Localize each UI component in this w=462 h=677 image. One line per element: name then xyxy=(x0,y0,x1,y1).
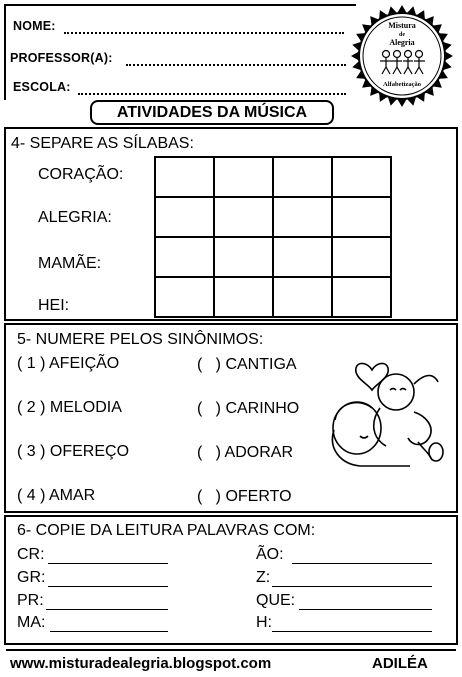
teacher-field[interactable] xyxy=(126,64,346,66)
grid-cell[interactable] xyxy=(214,277,273,317)
copy-line[interactable] xyxy=(48,563,168,564)
grid-cell[interactable] xyxy=(332,157,391,197)
grid-cell[interactable] xyxy=(332,237,391,277)
grid-cell[interactable] xyxy=(273,277,332,317)
synonym-right-3[interactable]: ( ) ADORAR xyxy=(197,444,294,461)
grid-cell[interactable] xyxy=(273,197,332,237)
grid-cell[interactable] xyxy=(155,277,214,317)
page-title: ATIVIDADES DA MÚSICA xyxy=(90,100,334,125)
copy-left-2: GR: xyxy=(17,569,46,586)
hug-illustration xyxy=(320,352,450,470)
word-2: ALEGRIA: xyxy=(38,209,112,226)
grid-cell[interactable] xyxy=(273,237,332,277)
heart-icon xyxy=(356,363,388,390)
section-5-title: 5- NUMERE PELOS SINÔNIMOS: xyxy=(17,331,264,348)
word-3: MAMÃE: xyxy=(38,255,102,272)
copy-line[interactable] xyxy=(50,631,168,632)
logo-text-2: de xyxy=(399,32,405,38)
synonym-right-1[interactable]: ( ) CANTIGA xyxy=(197,356,297,373)
teacher-label: PROFESSOR(A): xyxy=(10,51,113,65)
grid-cell[interactable] xyxy=(332,197,391,237)
copy-line[interactable] xyxy=(48,586,168,587)
copy-line[interactable] xyxy=(272,631,432,632)
grid-cell[interactable] xyxy=(332,277,391,317)
footer-author: ADILÉA xyxy=(372,655,428,672)
copy-right-3: QUE: xyxy=(256,592,296,609)
synonym-left-3: ( 3 ) OFEREÇO xyxy=(17,443,130,460)
copy-left-1: CR: xyxy=(17,546,45,563)
grid-cell[interactable] xyxy=(273,157,332,197)
copy-line[interactable] xyxy=(292,563,432,564)
logo-text-4: Alfabetização xyxy=(383,81,421,88)
grid-cell[interactable] xyxy=(155,157,214,197)
synonym-left-2: ( 2 ) MELODIA xyxy=(17,399,122,416)
copy-right-1: ÃO: xyxy=(256,546,284,563)
copy-line[interactable] xyxy=(46,609,168,610)
grid-cell[interactable] xyxy=(214,237,273,277)
grid-cell[interactable] xyxy=(214,197,273,237)
copy-right-4: H: xyxy=(256,614,272,631)
logo-text-3: Alegria xyxy=(389,38,415,47)
name-label: NOME: xyxy=(13,19,56,33)
word-4: HEI: xyxy=(38,297,70,314)
copy-left-3: PR: xyxy=(17,592,44,609)
copy-left-4: MA: xyxy=(17,614,46,631)
synonym-right-4[interactable]: ( ) OFERTO xyxy=(197,488,292,505)
copy-line[interactable] xyxy=(299,609,432,610)
section-6-title: 6- COPIE DA LEITURA PALAVRAS COM: xyxy=(17,522,316,539)
name-field[interactable] xyxy=(64,32,344,34)
grid-cell[interactable] xyxy=(155,197,214,237)
logo-seal xyxy=(350,4,454,108)
grid-cell[interactable] xyxy=(155,237,214,277)
footer-url: www.misturadealegria.blogspot.com xyxy=(10,655,272,672)
synonym-left-1: ( 1 ) AFEIÇÃO xyxy=(17,355,120,372)
copy-line[interactable] xyxy=(272,586,432,587)
footer xyxy=(6,649,456,677)
section-4-title: 4- SEPARE AS SÍLABAS: xyxy=(11,135,194,152)
logo-text-1: Mistura xyxy=(388,21,416,30)
school-label: ESCOLA: xyxy=(13,80,71,94)
grid-cell[interactable] xyxy=(214,157,273,197)
syllable-grid xyxy=(154,156,392,318)
school-field[interactable] xyxy=(78,93,346,95)
copy-right-2: Z: xyxy=(256,569,271,586)
word-1: CORAÇÃO: xyxy=(38,166,124,183)
synonym-right-2[interactable]: ( ) CARINHO xyxy=(197,400,300,417)
synonym-left-4: ( 4 ) AMAR xyxy=(17,487,96,504)
